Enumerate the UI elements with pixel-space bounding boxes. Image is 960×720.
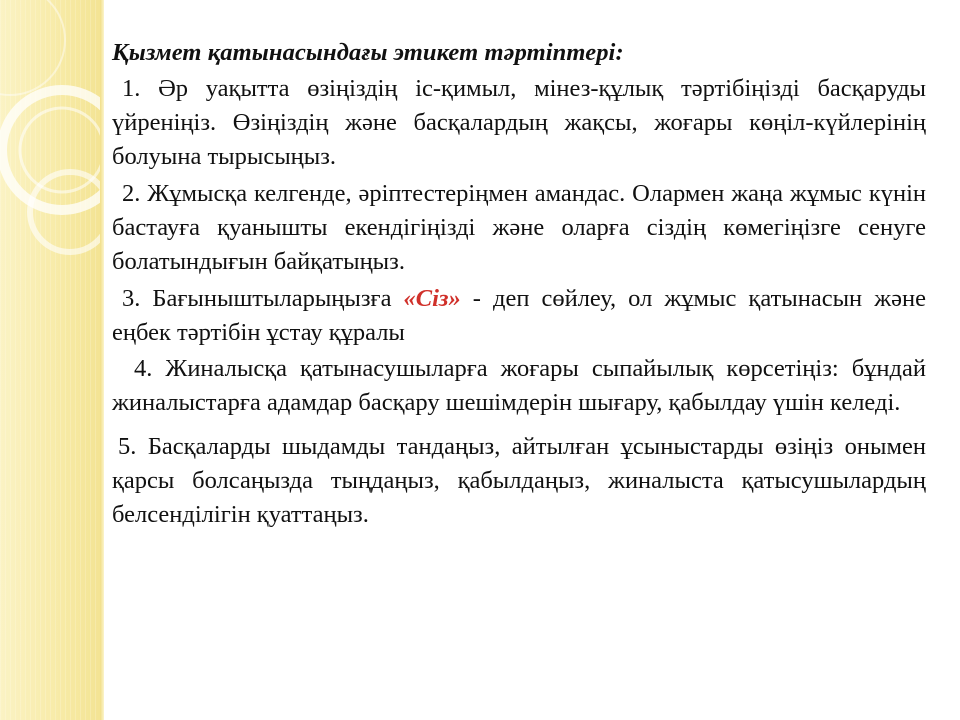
decorative-rings-icon [0,0,104,720]
rule-paragraph-1: 1. Әр уақытта өзіңіздің іс-қимыл, мінез-құлық тәртібіңізді басқаруды үйреніңіз. Өзіңіздің және басқалардың жақсы, жоғары көңіл-күйлерінің болуына тырысыңыз. [112,75,926,170]
band-edge [100,0,104,720]
decorative-side-band [0,0,104,720]
rule-paragraph-5: 5. Басқаларды шыдамды тандаңыз, айтылған ұсыныстарды өзіңіз онымен қарсы болсаңызда тыңдаңыз, қабылдаңыз, жиналыста қатысушылардың белсенділігін қуаттаңыз. [112,433,926,528]
slide-title: Қызмет қатынасындағы этикет тәртіптері: [112,39,624,66]
rule-paragraph-3 [112,282,926,350]
rule-paragraph-3-end: - деп сөйлеу, ол жұмыс қатынасын және еңбек тәртібін ұстау құралы [112,285,926,346]
emphasis-siz: «Сіз» [403,285,461,312]
rule-paragraph-4: 4. Жиналысқа қатынасушыларға жоғары сыпайылық көрсетіңіз: бұндай жиналыстарға адамдар басқару шешімдерін шығару, қабылдау үшін келеді. [112,355,926,416]
rule-paragraph-2: 2. Жұмысқа келгенде, әріптестеріңмен амандас. Олармен жаңа жұмыс күнін бастауға қуанышты екендігіңізді және оларға сіздің көмегіңізге сенуге болатындығын байқатыңыз. [112,180,926,275]
rule-paragraph-3-start: 3. Бағыныштыларыңызға [122,285,404,312]
slide-content [112,36,926,532]
